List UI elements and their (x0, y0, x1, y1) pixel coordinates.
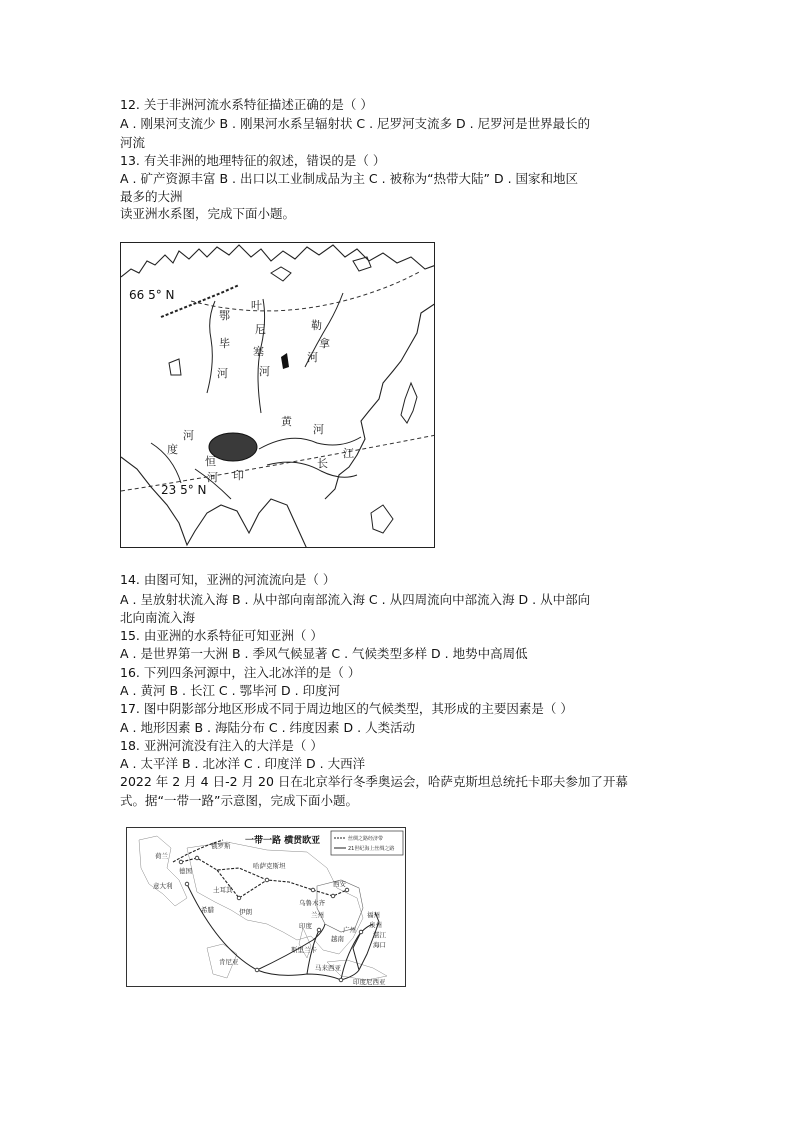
place-quanzhou: 泉州 (369, 921, 382, 929)
place-netherlands: 荷兰 (155, 852, 168, 860)
q17-stem: 17. 图中阴影部分地区形成不同于周边地区的气候类型，其形成的主要因素是（ ） (120, 701, 573, 716)
place-germany: 德国 (179, 867, 192, 875)
river-char: 尼 (255, 323, 266, 336)
asia-map-drawing (121, 243, 435, 548)
q16-options: A . 黄河 B . 长江 C . 鄂毕河 D . 印度河 (120, 683, 341, 698)
place-greece: 希腊 (201, 906, 214, 914)
q18-options: A . 太平洋 B . 北冰洋 C . 印度洋 D . 大西洋 (120, 756, 366, 771)
river-char: 毕 (219, 337, 230, 350)
river-char: 河 (259, 365, 270, 378)
river-char: 勒 (311, 319, 322, 332)
river-char: 长 (317, 457, 328, 470)
legend-sea-label: 21世纪海上丝绸之路 (348, 846, 395, 852)
q17-options: A . 地形因素 B . 海陆分布 C . 纬度因素 D . 人类活动 (120, 720, 416, 735)
belt-road-drawing (127, 828, 406, 987)
place-zhanjiang: 湛江 (373, 931, 386, 939)
river-char: 黄 (281, 415, 292, 428)
place-xian: 西安 (333, 880, 346, 888)
place-russia: 俄罗斯 (211, 842, 231, 850)
q15-stem: 15. 由亚洲的水系特征可知亚洲（ ） (120, 628, 323, 643)
q15-options: A . 是世界第一大洲 B . 季风气候显著 C . 气候类型多样 D . 地势中高周低 (120, 646, 528, 661)
place-fuzhou: 福州 (367, 911, 380, 919)
q12-options-line2: 河流 (120, 135, 146, 150)
brl-intro-line1: 2022 年 2 月 4 日-2 月 20 日在北京举行冬季奥运会，哈萨克斯坦总统托卡耶夫参加了开幕 (120, 774, 628, 789)
river-char: 河 (307, 351, 318, 364)
belt-road-map (126, 827, 406, 987)
place-kazakhstan: 哈萨克斯坦 (253, 862, 286, 870)
asia-river-map (120, 242, 435, 548)
river-char: 河 (207, 471, 218, 484)
place-indonesia: 印度尼西亚 (353, 978, 386, 986)
river-char: 河 (313, 423, 324, 436)
river-char: 度 (167, 443, 178, 456)
place-india: 印度 (299, 922, 312, 930)
place-haikou: 海口 (373, 941, 386, 949)
place-sri-lanka: 斯里兰卡 (291, 946, 317, 954)
place-lanzhou: 兰州 (311, 911, 324, 919)
q13-stem: 13. 有关非洲的地理特征的叙述，错误的是（ ） (120, 153, 386, 168)
place-turkey: 土耳其 (213, 886, 233, 894)
place-kenya: 肯尼亚 (219, 958, 239, 966)
q14-options-line1: A . 呈放射状流入海 B . 从中部向南部流入海 C . 从四周流向中部流入海 D . 从中部向 (120, 592, 591, 607)
river-char: 江 (343, 447, 354, 460)
q18-stem: 18. 亚洲河流没有注入的大洋是（ ） (120, 738, 323, 753)
place-urumqi: 乌鲁木齐 (299, 899, 325, 907)
river-char: 拿 (319, 337, 330, 350)
arctic-circle-label: 66 5° N (129, 288, 175, 302)
river-char: 鄂 (219, 309, 230, 322)
q14-stem: 14. 由图可知，亚洲的河流流向是（ ） (120, 572, 336, 587)
legend-land-label: 丝绸之路经济带 (348, 836, 384, 842)
map-title: 一带一路 横贯欧亚 (245, 836, 321, 846)
q14-options-line2: 北向南流入海 (120, 610, 196, 625)
q12-options-line1: A . 刚果河支流少 B . 刚果河水系呈辐射状 C . 尼罗河支流多 D . 尼罗河是世界最长的 (120, 116, 591, 131)
river-char: 河 (183, 429, 194, 442)
river-char: 恒 (205, 455, 216, 468)
brl-intro-line2: 式。据“一带一路”示意图，完成下面小题。 (120, 793, 358, 808)
q12-stem: 12. 关于非洲河流水系特征描述正确的是（ ） (120, 97, 373, 112)
place-malaysia: 马来西亚 (315, 964, 341, 972)
asia-map-intro: 读亚洲水系图，完成下面小题。 (120, 206, 296, 221)
river-char: 印 (233, 469, 244, 482)
q13-options-line1: A . 矿产资源丰富 B . 出口以工业制成品为主 C . 被称为“热带大陆” D . 国家和地区 (120, 171, 579, 186)
place-vietnam: 越南 (331, 935, 344, 943)
river-char: 叶 (251, 299, 262, 312)
place-italy: 意大利 (153, 882, 173, 890)
place-iran: 伊朗 (239, 908, 252, 916)
q13-options-line2: 最多的大洲 (120, 189, 183, 204)
tropic-label: 23 5° N (161, 483, 207, 497)
place-guangzhou: 广州 (343, 926, 356, 934)
river-char: 河 (217, 367, 228, 380)
q16-stem: 16. 下列四条河源中，注入北冰洋的是（ ） (120, 665, 361, 680)
river-char: 塞 (253, 345, 264, 358)
